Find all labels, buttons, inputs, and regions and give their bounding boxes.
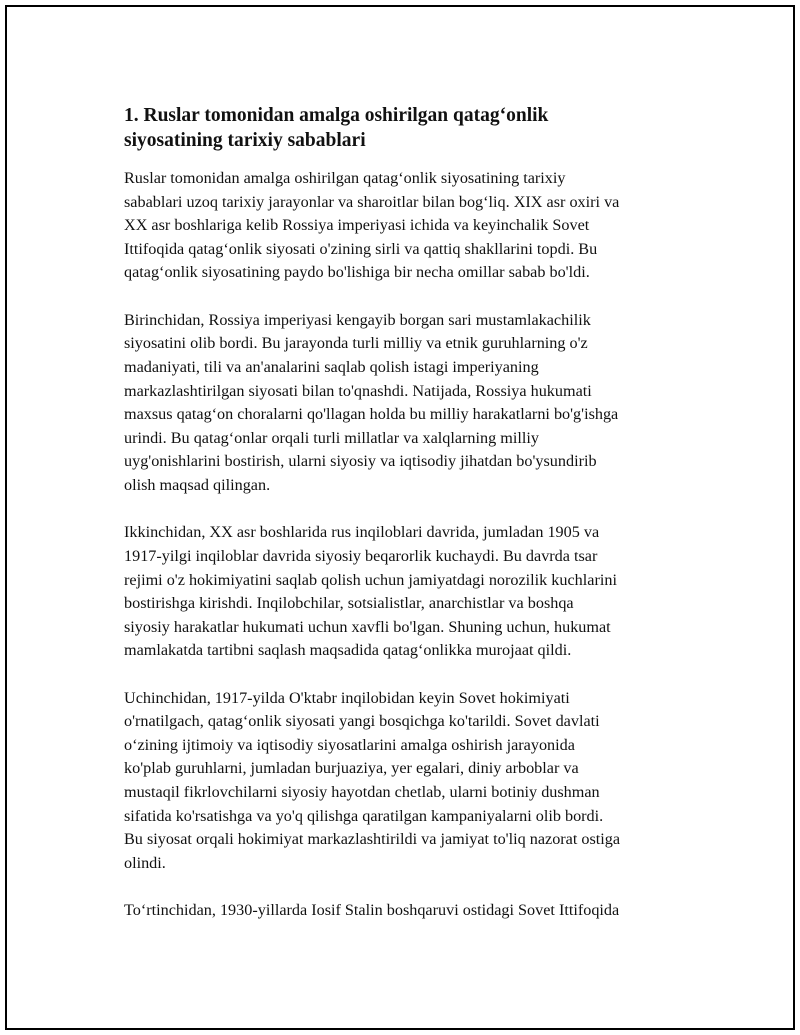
text-line: Ikkinchidan, XX asr boshlarida rus inqiloblari davrida, jumladan 1905 va	[124, 523, 600, 542]
text-line: bostirishga kirishdi. Inqilobchilar, sotsialistlar, anarchistlar va boshqa	[124, 594, 574, 613]
text-line: To‘rtinchidan, 1930-yillarda Iosif Stalin boshqaruvi ostidagi Sovet Ittifoqida	[124, 901, 620, 920]
text-line: 1917-yilgi inqiloblar davrida siyosiy beqarorlik kuchaydi. Bu davrda tsar	[124, 546, 598, 565]
text-line: sabablari uzoq tarixiy jarayonlar va sharoitlar bilan bog‘liq. XIX asr oxiri va	[124, 192, 620, 211]
text-line: qatag‘onlik siyosatining paydo bo'lishiga bir necha omillar sabab bo'ldi.	[124, 263, 590, 282]
page-frame	[5, 5, 795, 1030]
text-line: Uchinchidan, 1917-yilda O'ktabr inqilobidan keyin Sovet hokimiyati	[124, 688, 570, 707]
text-line: Ruslar tomonidan amalga oshirilgan qatag‘onlik siyosatining tarixiy	[124, 169, 566, 187]
paragraph-intro	[124, 167, 692, 285]
text-line: siyosiy harakatlar hukumati uchun xavfli bo'lgan. Shuning uchun, hukumat	[124, 617, 611, 636]
text-line: urindi. Bu qatag‘onlar orqali turli millatlar va xalqlarning milliy	[124, 428, 539, 447]
text-line: Bu siyosat orqali hokimiyat markazlashtirildi va jamiyat to'liq nazorat ostiga	[124, 830, 621, 849]
text-line: markazlashtirilgan siyosati bilan to'qnashdi. Natijada, Rossiya hukumati	[124, 381, 592, 400]
text-line: maxsus qatag‘on choralarni qo'llagan holda bu milliy harakatlarni bo'g'ishga	[124, 405, 619, 424]
paragraph-second	[124, 521, 692, 663]
text-line: rejimi o'z hokimiyatini saqlab qolish uchun jamiyatdagi norozilik kuchlarini	[124, 570, 617, 589]
document-body	[124, 103, 692, 947]
text-line: uyg'onishlarini bostirish, ularni siyosiy va iqtisodiy jihatdan bo'ysundirib	[124, 452, 597, 471]
paragraph-fourth	[124, 899, 692, 923]
text-line: Ittifoqida qatag‘onlik siyosati o'zining sirli va qattiq shakllarini topdi. Bu	[124, 239, 598, 258]
text-line: o'rnatilgach, qatag‘onlik siyosati yangi bosqichga ko'tarildi. Sovet davlati	[124, 712, 600, 731]
text-line: madaniyati, tili va an'analarini saqlab qolish istagi imperiyaning	[124, 357, 539, 376]
text-line: o‘zining ijtimoiy va iqtisodiy siyosatlarini amalga oshirish jarayonida	[124, 735, 575, 754]
text-line: mustaqil fikrlovchilarni siyosiy hayotdan chetlab, ularni botiniy dushman	[124, 783, 600, 802]
text-line: mamlakatda tartibni saqlash maqsadida qatag‘onlikka murojaat qildi.	[124, 641, 572, 660]
heading-line: 1. Ruslar tomonidan amalga oshirilgan qatag‘onlik	[124, 105, 549, 126]
text-line: Birinchidan, Rossiya imperiyasi kengayib borgan sari mustamlakachilik	[124, 310, 591, 329]
paragraph-third	[124, 687, 692, 876]
text-line: sifatida ko'rsatishga va yo'q qilishga qaratilgan kampaniyalarni olib bordi.	[124, 806, 604, 825]
text-line: olindi.	[124, 853, 166, 872]
section-heading	[124, 103, 692, 153]
text-line: ko'plab guruhlarni, jumladan burjuaziya, yer egalari, diniy arboblar va	[124, 759, 579, 778]
paragraph-first	[124, 309, 692, 498]
text-line: olish maqsad qilingan.	[124, 475, 271, 494]
text-line: XX asr boshlariga kelib Rossiya imperiyasi ichida va keyinchalik Sovet	[124, 216, 590, 235]
text-line: siyosatini olib bordi. Bu jarayonda turli milliy va etnik guruhlarning o'z	[124, 334, 588, 353]
heading-line: siyosatining tarixiy sabablari	[124, 130, 366, 151]
